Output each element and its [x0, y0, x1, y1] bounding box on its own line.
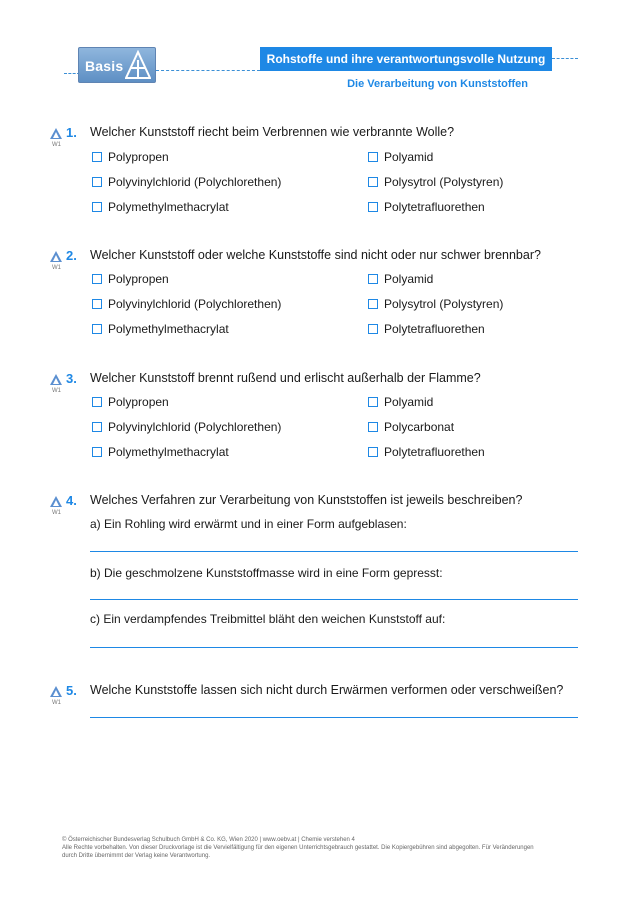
option-checkbox[interactable] — [368, 445, 485, 459]
option-label: Polyamid — [384, 272, 434, 286]
question-text: Welche Kunststoffe lassen sich nicht durch Erwärmen verformen oder verschweißen? — [90, 683, 564, 697]
option-checkbox[interactable] — [368, 150, 433, 164]
checkbox[interactable] — [368, 422, 378, 432]
question-text: Welcher Kunststoff oder welche Kunststoffe sind nicht oder nur schwer brennbar? — [90, 248, 541, 262]
question-number: 3. — [66, 371, 77, 386]
option-checkbox[interactable] — [368, 322, 485, 336]
competence-code: W1 — [52, 700, 61, 706]
option-checkbox[interactable] — [368, 395, 433, 409]
option-label: Polypropen — [108, 395, 169, 409]
checkbox[interactable] — [92, 422, 102, 432]
level-triangle-icon — [50, 374, 62, 385]
option-label: Polyvinylchlorid (Polychlorethen) — [108, 420, 282, 434]
sub-question-c: c) Ein verdampfendes Treibmittel bläht den weichen Kunststoff auf: — [90, 612, 446, 626]
sub-question-a: a) Ein Rohling wird erwärmt und in einer Form aufgeblasen: — [90, 517, 407, 531]
copyright-footer — [62, 836, 582, 860]
option-checkbox[interactable] — [92, 175, 281, 189]
checkbox[interactable] — [92, 299, 102, 309]
footer-line: Alle Rechte vorbehalten. Von dieser Druckvorlage ist die Vervielfältigung für den eigenen Unterrichtsgebrauch gestattet. Die Kopiergebühren sind abgegolten. Für Veränderungen — [62, 845, 534, 851]
question-text: Welches Verfahren zur Verarbeitung von Kunststoffen ist jeweils beschreiben? — [90, 493, 523, 507]
option-label: Polymethylmethacrylat — [108, 445, 229, 459]
answer-line[interactable] — [90, 647, 578, 648]
level-triangle-icon — [50, 496, 62, 507]
checkbox[interactable] — [368, 274, 378, 284]
option-label: Polysytrol (Polystyren) — [384, 175, 504, 189]
option-label: Polysytrol (Polystyren) — [384, 297, 504, 311]
checkbox[interactable] — [368, 299, 378, 309]
option-label: Polypropen — [108, 272, 169, 286]
option-checkbox[interactable] — [92, 150, 169, 164]
logo-text: Basis — [85, 58, 124, 74]
checkbox[interactable] — [368, 324, 378, 334]
competence-code: W1 — [52, 142, 61, 148]
option-checkbox[interactable] — [92, 272, 169, 286]
competence-code: W1 — [52, 265, 61, 271]
option-checkbox[interactable] — [92, 322, 229, 336]
checkbox[interactable] — [368, 447, 378, 457]
option-checkbox[interactable] — [368, 420, 454, 434]
option-checkbox[interactable] — [368, 297, 503, 311]
basis-logo — [78, 47, 156, 83]
footer-line: durch Dritte übernimmt der Verlag keine Verantwortung. — [62, 853, 211, 859]
question-number: 5. — [66, 683, 77, 698]
question-text: Welcher Kunststoff riecht beim Verbrennen wie verbrannte Wolle? — [90, 125, 455, 139]
option-label: Polyvinylchlorid (Polychlorethen) — [108, 297, 282, 311]
option-label: Polyvinylchlorid (Polychlorethen) — [108, 175, 282, 189]
option-checkbox[interactable] — [92, 420, 281, 434]
checkbox[interactable] — [92, 397, 102, 407]
header-dash-middle — [156, 70, 260, 71]
checkbox[interactable] — [92, 447, 102, 457]
checkbox[interactable] — [92, 324, 102, 334]
competence-code: W1 — [52, 388, 61, 394]
checkbox[interactable] — [92, 177, 102, 187]
answer-line[interactable] — [90, 551, 578, 552]
option-checkbox[interactable] — [92, 395, 169, 409]
option-label: Polyamid — [384, 150, 434, 164]
checkbox[interactable] — [368, 397, 378, 407]
footer-line: © Österreichischer Bundesverlag Schulbuch GmbH & Co. KG, Wien 2020 | www.oebv.at | Chemie verstehen 4 — [62, 837, 355, 843]
option-checkbox[interactable] — [92, 200, 229, 214]
checkbox[interactable] — [92, 152, 102, 162]
option-checkbox[interactable] — [368, 272, 433, 286]
header-dash-right — [552, 58, 578, 59]
question-number: 1. — [66, 125, 77, 140]
option-label: Polyamid — [384, 395, 434, 409]
option-label: Polytetrafluorethen — [384, 445, 485, 459]
option-label: Polytetrafluorethen — [384, 200, 485, 214]
option-checkbox[interactable] — [368, 175, 503, 189]
question-text: Welcher Kunststoff brennt rußend und erlischt außerhalb der Flamme? — [90, 371, 481, 385]
sub-question-b: b) Die geschmolzene Kunststoffmasse wird in eine Form gepresst: — [90, 566, 443, 580]
level-triangle-icon — [50, 128, 62, 139]
checkbox[interactable] — [368, 202, 378, 212]
answer-line[interactable] — [90, 717, 578, 718]
option-label: Polymethylmethacrylat — [108, 200, 229, 214]
question-number: 4. — [66, 493, 77, 508]
checkbox[interactable] — [92, 274, 102, 284]
option-label: Polypropen — [108, 150, 169, 164]
worksheet-title: Rohstoffe und ihre verantwortungsvolle Nutzung — [260, 47, 552, 71]
level-triangle-icon — [50, 686, 62, 697]
checkbox[interactable] — [368, 152, 378, 162]
option-label: Polymethylmethacrylat — [108, 322, 229, 336]
checkbox[interactable] — [368, 177, 378, 187]
option-checkbox[interactable] — [92, 445, 229, 459]
competence-code: W1 — [52, 510, 61, 516]
option-label: Polytetrafluorethen — [384, 322, 485, 336]
option-checkbox[interactable] — [92, 297, 281, 311]
option-checkbox[interactable] — [368, 200, 485, 214]
worksheet-subtitle: Die Verarbeitung von Kunststoffen — [347, 78, 528, 90]
question-number: 2. — [66, 248, 77, 263]
option-label: Polycarbonat — [384, 420, 455, 434]
checkbox[interactable] — [92, 202, 102, 212]
answer-line[interactable] — [90, 599, 578, 600]
level-triangle-icon — [50, 251, 62, 262]
level-triangle-icon — [125, 50, 151, 80]
